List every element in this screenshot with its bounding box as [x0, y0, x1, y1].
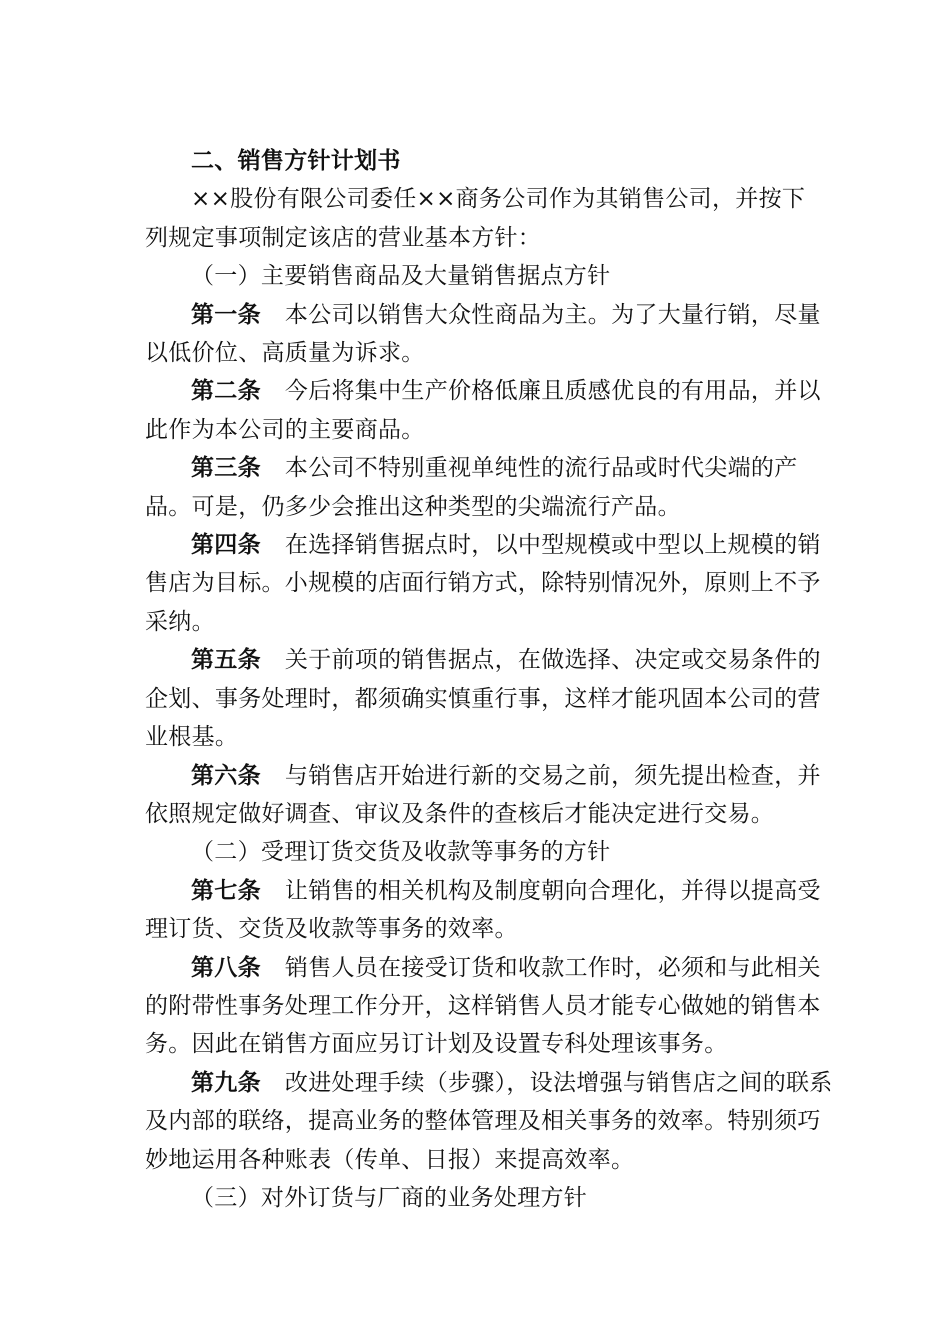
article-3-cont: 品。可是，仍多少会推出这种类型的尖端流行产品。 [145, 493, 681, 520]
section-heading-1: （一）主要销售商品及大量销售据点方针 [191, 263, 611, 290]
article-2 [145, 372, 821, 410]
document-title: 二、销售方针计划书 [191, 148, 401, 174]
article-1 [145, 296, 821, 334]
intro-line-2: 列规定事项制定该店的营业基本方针： [145, 224, 542, 251]
article-label: 第二条 [191, 378, 261, 405]
article-text: 改进处理手续（步骤），设法增强与销售店之间的联系 [284, 1069, 833, 1096]
article-text: 与销售店开始进行新的交易之前，须先提出检查，并 [284, 762, 821, 789]
article-5 [145, 641, 821, 679]
article-9 [145, 1064, 833, 1102]
article-7-cont: 理订货、交货及收款等事务的效率。 [145, 916, 518, 943]
article-3 [145, 449, 810, 487]
article-label: 第一条 [191, 301, 261, 328]
article-7 [145, 872, 821, 910]
article-2-cont: 此作为本公司的主要商品。 [145, 416, 425, 443]
article-8-cont-2: 务。因此在销售方面应另订计划及设置专科处理该事务。 [145, 1031, 728, 1058]
article-5-cont-1: 企划、事务处理时，都须确实慎重行事，这样才能巩固本公司的营 [145, 685, 821, 712]
article-label: 第八条 [191, 954, 261, 981]
section-heading-3: （三）对外订货与厂商的业务处理方针 [191, 1184, 588, 1211]
article-text: 本公司以销售大众性商品为主。为了大量行销，尽量 [284, 301, 821, 328]
article-5-cont-2: 业根基。 [145, 724, 239, 751]
article-label: 第九条 [191, 1069, 261, 1096]
article-text: 关于前项的销售据点，在做选择、决定或交易条件的 [284, 647, 821, 674]
article-label: 第五条 [191, 647, 261, 674]
document-page [145, 142, 833, 1217]
article-label: 第七条 [191, 877, 261, 904]
article-4 [145, 526, 821, 564]
article-8 [145, 949, 821, 987]
article-label: 第四条 [191, 532, 261, 559]
article-9-cont-2: 妙地运用各种账表（传单、日报）来提高效率。 [145, 1146, 635, 1173]
article-8-cont-1: 的附带性事务处理工作分开，这样销售人员才能专心做她的销售本 [145, 992, 821, 1019]
article-4-cont-1: 售店为目标。小规模的店面行销方式，除特别情况外，原则上不予 [145, 570, 821, 597]
article-1-cont: 以低价位、高质量为诉求。 [145, 340, 425, 367]
article-label: 第六条 [191, 762, 261, 789]
article-6-cont: 依照规定做好调查、审议及条件的查核后才能决定进行交易。 [145, 800, 775, 827]
article-4-cont-2: 采纳。 [145, 608, 215, 635]
article-text: 在选择销售据点时，以中型规模或中型以上规模的销 [284, 532, 821, 559]
article-text: 今后将集中生产价格低廉且质感优良的有用品，并以 [284, 378, 821, 405]
article-text: 本公司不特别重视单纯性的流行品或时代尖端的产 [284, 455, 798, 482]
article-text: 让销售的相关机构及制度朝向合理化，并得以提高受 [284, 877, 821, 904]
section-heading-2: （二）受理订货交货及收款等事务的方针 [191, 839, 611, 866]
intro-line-1: ××股份有限公司委任××商务公司作为其销售公司，并按下 [191, 186, 806, 213]
article-label: 第三条 [191, 455, 261, 482]
article-9-cont-1: 及内部的联络，提高业务的整体管理及相关事务的效率。特别须巧 [145, 1108, 821, 1135]
article-text: 销售人员在接受订货和收款工作时，必须和与此相关 [284, 954, 821, 981]
article-6 [145, 757, 821, 795]
